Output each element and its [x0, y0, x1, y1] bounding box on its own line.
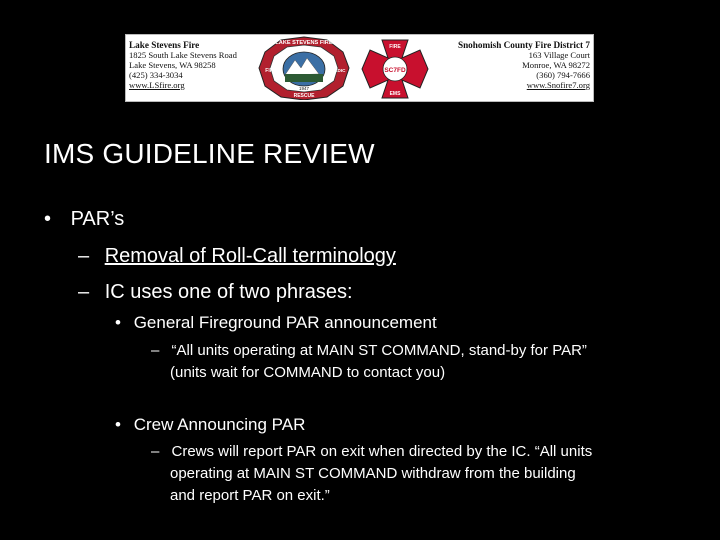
header-banner: [125, 34, 594, 102]
dash-glyph: –: [151, 443, 160, 460]
quote-standby: [151, 340, 587, 362]
quote-exit-line2: operating at MAIN ST COMMAND withdraw from the building: [170, 465, 576, 482]
dash-glyph: –: [151, 342, 160, 359]
snohomish-web: www.Snofire7.org: [526, 80, 590, 90]
snohomish-fire-cross-icon: [360, 38, 430, 100]
snohomish-address-line2: Monroe, WA 98272: [522, 60, 590, 70]
patch-left-text: FIRE: [265, 68, 277, 74]
quote-standby-line1: “All units operating at MAIN ST COMMAND, stand-by for PAR”: [171, 342, 587, 359]
bullet-general-announcement-text: General Fireground PAR announcement: [133, 313, 437, 332]
quote-exit: [151, 441, 592, 463]
sub-item-phrases: [78, 281, 353, 304]
bullet-crew-announcing: [115, 415, 305, 435]
dash-glyph: –: [78, 245, 90, 267]
lake-stevens-phone: (425) 334-3034: [129, 70, 183, 80]
quote-exit-line1: Crews will report PAR on exit when directed by the IC. “All units: [171, 443, 593, 460]
quote-standby-line2: (units wait for COMMAND to contact you): [170, 364, 446, 381]
lake-stevens-fire-patch-icon: [257, 36, 352, 100]
slide-title: IMS GUIDELINE REVIEW: [44, 138, 375, 169]
sub-item-phrases-text: IC uses one of two phrases:: [104, 281, 353, 303]
bullet-general-announcement: [115, 313, 437, 333]
lake-stevens-address: [129, 40, 237, 90]
bullet-glyph: •: [115, 313, 121, 332]
lake-stevens-org-name: Lake Stevens Fire: [129, 40, 200, 50]
bullet-glyph: •: [44, 208, 52, 230]
lake-stevens-web: www.LSfire.org: [129, 80, 185, 90]
sub-item-roll-call-text: Removal of Roll-Call terminology: [104, 245, 396, 267]
snohomish-address-line1: 163 Village Court: [528, 50, 590, 60]
bullet-glyph: •: [115, 415, 121, 434]
lake-stevens-address-line1: 1825 South Lake Stevens Road: [129, 50, 237, 60]
cross-bottom-text: EMS: [389, 91, 401, 97]
snohomish-address: [458, 40, 590, 90]
patch-bottom-text: RESCUE: [293, 93, 315, 99]
quote-exit-line3: and report PAR on exit.”: [170, 487, 330, 504]
bullet-crew-announcing-text: Crew Announcing PAR: [133, 415, 306, 434]
sub-item-roll-call: [78, 245, 396, 268]
bullet-par-text: PAR’s: [70, 208, 125, 230]
cross-center-text: SC7FD: [384, 67, 406, 74]
cross-top-text: FIRE: [389, 44, 401, 50]
lake-stevens-address-line2: Lake Stevens, WA 98258: [129, 60, 216, 70]
patch-top-text: LAKE STEVENS FIRE: [275, 40, 333, 46]
snohomish-phone: (360) 794-7666: [536, 70, 590, 80]
patch-year: 1947: [298, 86, 310, 91]
bullet-par: [44, 208, 124, 231]
snohomish-org-name: Snohomish County Fire District 7: [457, 40, 590, 50]
patch-right-text: MEDIC: [330, 68, 346, 73]
dash-glyph: –: [78, 281, 90, 303]
